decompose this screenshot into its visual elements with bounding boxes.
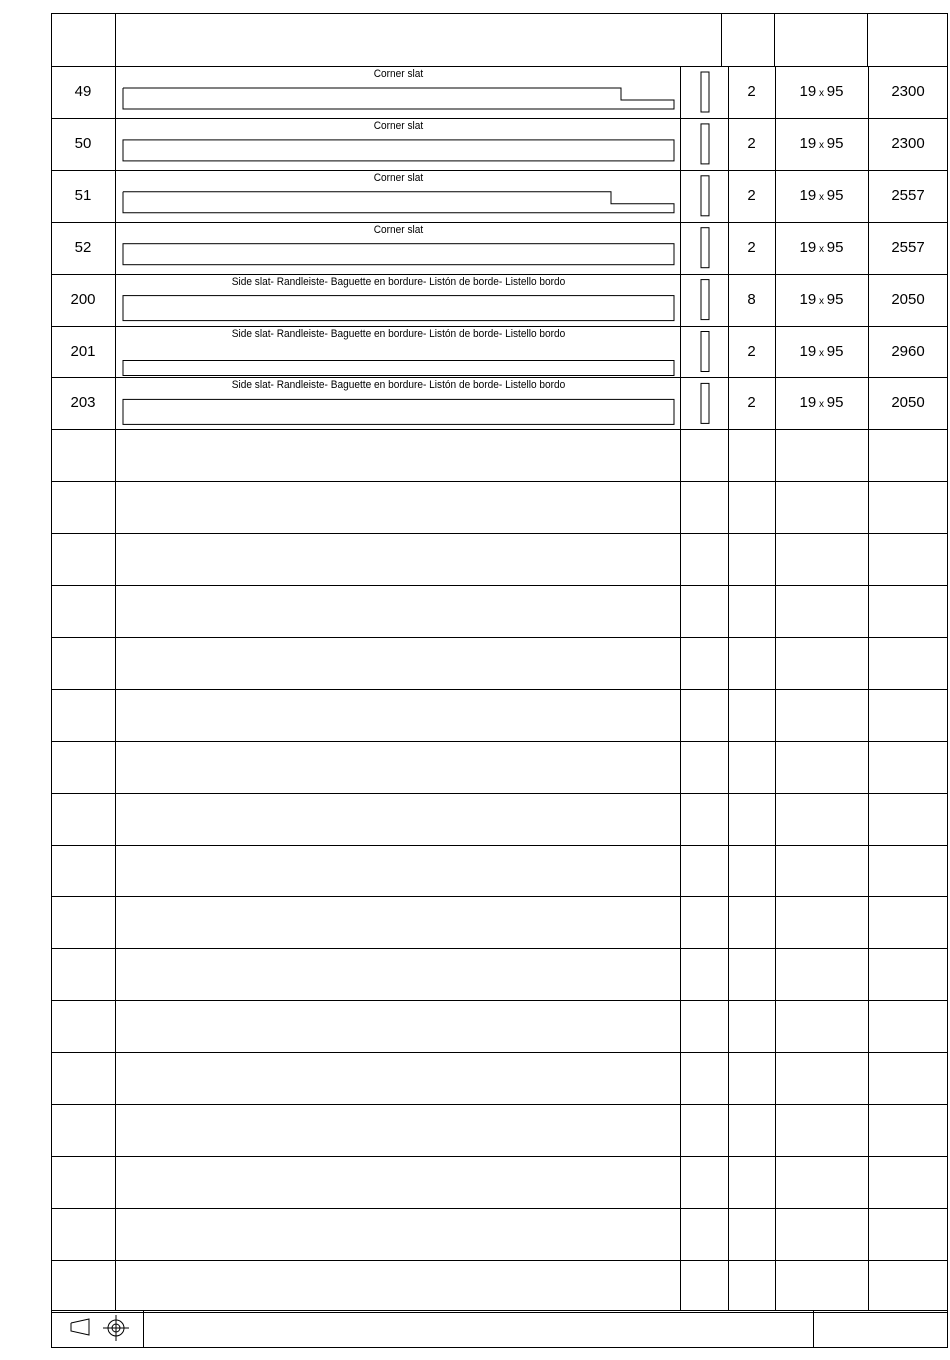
table-grid [51, 13, 948, 1348]
part-description: Side slat- Randleiste- Baguette en bordure- Listón de borde- Listello bordo [231, 275, 566, 288]
section-mini-drawing [701, 332, 709, 372]
section-width: 95 [826, 394, 844, 412]
part-description: Corner slat [373, 171, 424, 184]
slat-profile-drawing [123, 88, 674, 109]
section-mini-drawing [701, 72, 709, 112]
part-length: 2300 [891, 83, 925, 100]
part-length: 2050 [891, 394, 925, 412]
part-number: 50 [74, 134, 92, 152]
section-width: 95 [826, 290, 844, 308]
section-thickness: 19 [799, 342, 817, 360]
part-section [775, 188, 868, 206]
slat-profile-drawing [123, 140, 674, 161]
part-section [775, 344, 868, 362]
part-number: 201 [70, 342, 96, 360]
part-number: 200 [70, 290, 96, 308]
part-number: 52 [74, 238, 92, 256]
section-thickness: 19 [799, 83, 817, 100]
section-thickness: 19 [799, 238, 817, 256]
part-description: Corner slat [373, 68, 424, 80]
part-quantity: 8 [747, 290, 756, 308]
section-separator: x [816, 191, 827, 203]
slat-profile-drawing [123, 192, 674, 213]
part-length: 2960 [891, 342, 925, 360]
section-separator: x [816, 347, 827, 359]
section-width: 95 [826, 83, 844, 100]
part-description: Corner slat [373, 223, 424, 236]
section-width: 95 [826, 238, 844, 256]
section-separator: x [816, 295, 827, 307]
part-quantity: 2 [747, 83, 756, 100]
part-description: Side slat- Randleiste- Baguette en bordure- Listón de borde- Listello bordo [231, 379, 566, 392]
part-quantity: 2 [747, 186, 756, 204]
section-mini-drawing [701, 228, 709, 268]
section-width: 95 [826, 186, 844, 204]
part-quantity: 2 [747, 134, 756, 152]
projection-icon [71, 1319, 89, 1335]
parts-list-sheet [51, 13, 948, 1348]
part-section [775, 395, 868, 413]
slat-profile-drawing [123, 361, 674, 376]
part-description: Side slat- Randleiste- Baguette en bordure- Listón de borde- Listello bordo [231, 327, 566, 340]
section-separator: x [816, 88, 827, 99]
section-separator: x [816, 399, 827, 411]
part-description: Corner slat [373, 119, 424, 132]
part-length: 2557 [891, 186, 925, 204]
part-quantity: 2 [747, 342, 756, 360]
slat-profile-drawing [123, 296, 674, 321]
slat-profile-drawing [123, 244, 674, 265]
slat-profile-drawing [123, 399, 674, 424]
section-thickness: 19 [799, 290, 817, 308]
part-length: 2050 [891, 290, 925, 308]
part-length: 2557 [891, 238, 925, 256]
section-mini-drawing [701, 383, 709, 423]
part-section [775, 136, 868, 154]
part-section [775, 240, 868, 258]
part-section [775, 292, 868, 310]
part-quantity: 2 [747, 238, 756, 256]
part-length: 2300 [891, 134, 925, 152]
part-number: 203 [70, 394, 96, 412]
section-thickness: 19 [799, 186, 817, 204]
section-width: 95 [826, 342, 844, 360]
section-mini-drawing [701, 280, 709, 320]
section-thickness: 19 [799, 394, 817, 412]
sheet-border [52, 14, 948, 1348]
section-mini-drawing [701, 124, 709, 164]
part-number: 49 [74, 83, 92, 100]
section-thickness: 19 [799, 134, 817, 152]
section-separator: x [816, 139, 827, 151]
section-separator: x [816, 243, 827, 255]
part-number: 51 [74, 186, 92, 204]
section-mini-drawing [701, 176, 709, 216]
part-section [775, 84, 868, 102]
section-width: 95 [826, 134, 844, 152]
part-quantity: 2 [747, 394, 756, 412]
